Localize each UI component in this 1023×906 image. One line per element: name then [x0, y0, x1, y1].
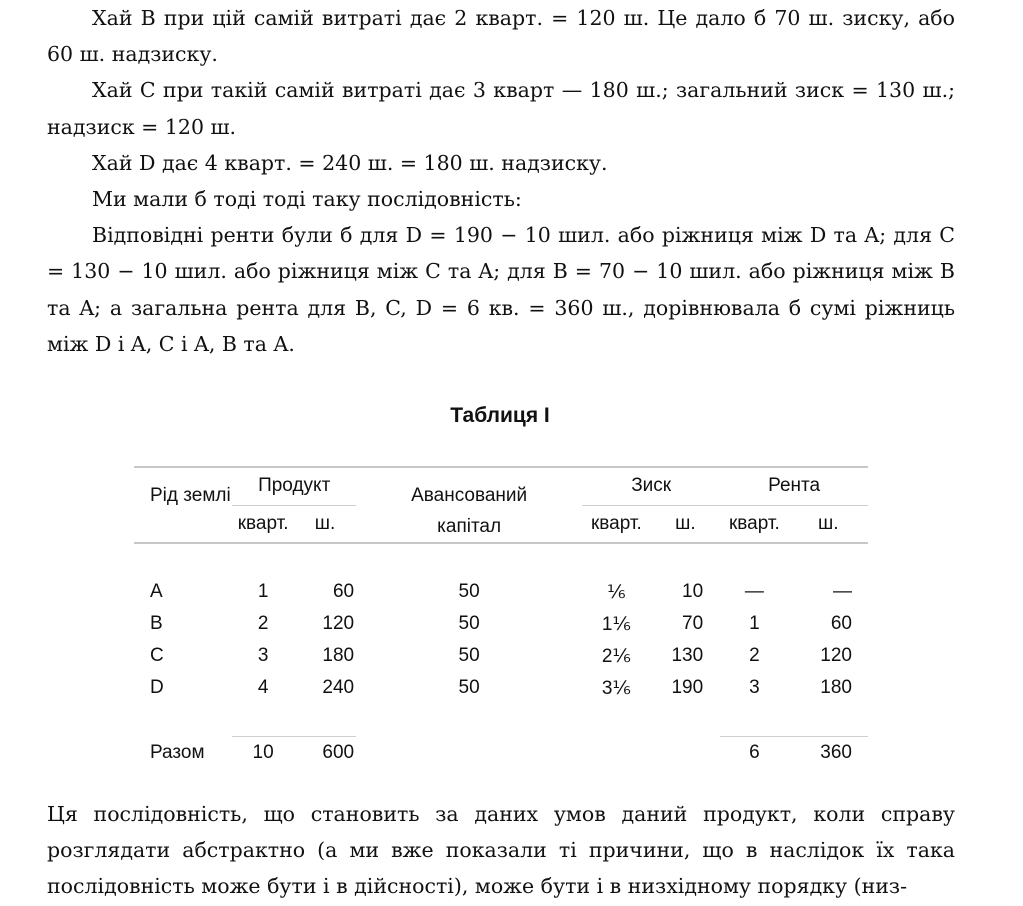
cell-capital: 50 [458, 613, 480, 634]
paragraph-1: Хай B при цій самій витраті дає 2 кварт. = 120 ш. Це дало б 70 ш. зиску, або 60 ш. надзиску. [47, 6, 955, 67]
cell-rent-quarters: 2 [749, 645, 760, 666]
table-row [134, 672, 868, 704]
cell-rent-shillings: 60 [830, 613, 852, 634]
cell-product-quarters: 4 [257, 677, 269, 698]
total-rent-shillings: 360 [789, 737, 868, 770]
cell-product-shillings: 120 [322, 613, 355, 634]
cell-product-shillings: 180 [322, 645, 355, 666]
cell-land: D [150, 677, 164, 698]
body-text-bottom [47, 796, 955, 905]
cell-profit-quarters: 2⅙ [601, 645, 631, 667]
cell-land: A [150, 581, 163, 602]
header-rent-quarters: кварт. [728, 512, 780, 534]
cell-rent-shillings: 180 [820, 677, 852, 698]
cell-rent-quarters: 3 [749, 677, 760, 698]
header-profit-shillings: ш. [675, 512, 696, 534]
cell-profit-quarters: 1⅙ [601, 613, 631, 635]
cell-profit-quarters: ⅙ [607, 581, 626, 603]
cell-profit-shillings: 10 [682, 581, 704, 602]
table-title: Таблиця I [450, 404, 550, 427]
cell-rent-quarters: 1 [749, 613, 760, 634]
total-product-shillings: 600 [294, 737, 356, 770]
cell-profit-quarters: 3⅙ [601, 677, 631, 699]
cell-product-quarters: 2 [257, 613, 269, 634]
header-profit-quarters: кварт. [590, 512, 642, 534]
paragraph-5: Відповідні ренти були б для D = 190 − 10 шил. або ріжниця між D та A; для C = 130 − 10 шил. або ріжниця між C та A; для B = 70 − 10 шил. або ріжниця між B та A; а загальна рента для B, C, D = 6 кв. = 360 ш., дорівнювала б сумі ріжниць між D і A, C і A, B та A. [47, 223, 955, 356]
cell-product-quarters: 1 [257, 581, 269, 602]
cell-capital: 50 [458, 645, 480, 666]
paragraph-4: Ми мали б тоді тоді таку послідовність: [92, 187, 522, 212]
header-product-quarters: кварт. [237, 512, 289, 534]
header-product-shillings: ш. [314, 512, 336, 534]
total-product-quarters: 10 [232, 737, 294, 770]
rent-table [134, 466, 868, 769]
paragraph-3: Хай D дає 4 кварт. = 240 ш. = 180 ш. надзиску. [92, 150, 608, 175]
header-advanced-capital: Авансований капітал [356, 467, 582, 543]
table-row [134, 608, 868, 640]
cell-rent-shillings: 120 [820, 645, 852, 666]
header-product: Продукт [232, 467, 356, 505]
total-label: Разом [150, 741, 205, 763]
table-header-row-1 [134, 467, 868, 505]
cell-land: B [150, 613, 163, 634]
cell-profit-shillings: 190 [671, 677, 704, 698]
total-rent-quarters: 6 [720, 737, 788, 770]
table-row [134, 576, 868, 608]
table-total-row [134, 737, 868, 770]
header-rent-shillings: ш. [818, 512, 839, 534]
cell-product-shillings: 60 [332, 581, 355, 602]
cell-profit-shillings: 70 [682, 613, 704, 634]
cell-rent-quarters: — [744, 581, 764, 602]
header-profit: Зиск [582, 467, 720, 505]
body-text-top [47, 0, 955, 362]
cell-capital: 50 [458, 677, 480, 698]
cell-profit-shillings: 130 [671, 645, 704, 666]
cell-product-quarters: 3 [257, 645, 269, 666]
table-row [134, 640, 868, 672]
cell-land: C [150, 645, 164, 666]
cell-capital: 50 [458, 581, 480, 602]
cell-product-shillings: 240 [322, 677, 355, 698]
cell-rent-shillings: — [833, 581, 852, 602]
paragraph-2: Хай C при такій самій витраті дає 3 кварт — 180 ш.; загальний зиск = 130 ш.; надзиск = 120 ш. [47, 78, 955, 139]
header-rent: Рента [720, 467, 868, 505]
paragraph-bottom: Ця послідовність, що становить за даних умов даний продукт, коли справу розглядати абстрактно (а ми вже показали ті причини, що в наслідок їх така послідовність може бути і в дійсності), може бути і в низхідному порядку (низ- [47, 802, 955, 899]
header-land-kind: Рід землі [134, 467, 232, 543]
